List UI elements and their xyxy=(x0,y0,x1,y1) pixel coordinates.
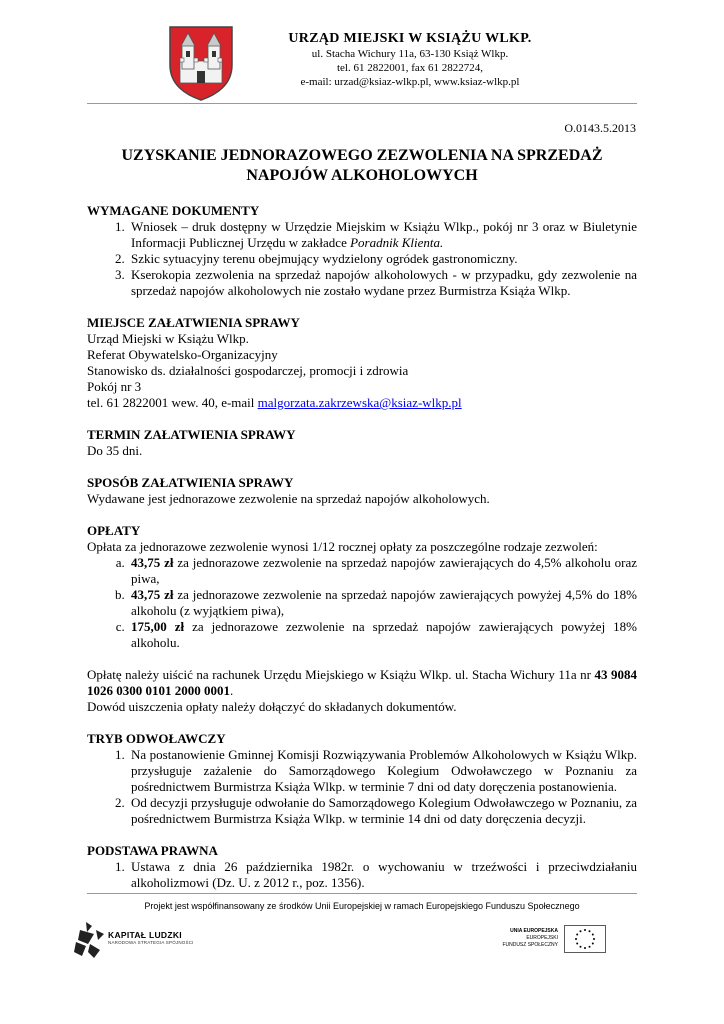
header-divider xyxy=(87,103,637,104)
list-item xyxy=(128,555,637,587)
payment-text: Opłatę należy uiścić na rachunek Urzędu Miejskiego w Książu Wlkp. ul. Stacha Wichury 11a nr xyxy=(87,667,595,682)
fees-list xyxy=(87,555,637,651)
fee-text: za jednorazowe zezwolenie na sprzedaż napojów zawierających powyżej 4,5% do 18% alkoholu (z wyjątkiem piwa), xyxy=(131,587,637,618)
office-header xyxy=(240,30,580,89)
section-heading: WYMAGANE DOKUMENTY xyxy=(87,203,260,218)
poradnik-klienta-text: Poradnik Klienta. xyxy=(350,235,444,250)
kl-subtitle: NARODOWA STRATEGIA SPÓJNOŚCI xyxy=(108,940,194,945)
place-line: Pokój nr 3 xyxy=(87,379,142,394)
list-item: 1. Ustawa z dnia 26 października 1982r. o wychowaniu w trzeźwości i przeciwdziałaniu alkoholizmowi (Dz. U. z 2012 r., poz. 1356). xyxy=(128,859,637,891)
fee-amount: 175,00 zł xyxy=(131,619,185,634)
list-item: 2. Od decyzji przysługuje odwołanie do Samorządowego Kolegium Odwoławczego w Poznaniu, za pośrednictwem Burmistrza Książa Wlkp. w terminie 14 dni od daty doręczenia decyzji. xyxy=(128,795,637,827)
section-heading: MIEJSCE ZAŁATWIENIA SPRAWY xyxy=(87,315,300,330)
eu-flag-icon xyxy=(564,925,606,953)
section-deadline xyxy=(87,427,637,459)
city-coat-of-arms-icon xyxy=(168,25,234,101)
eu-line-1: UNIA EUROPEJSKA xyxy=(510,928,558,934)
place-line: Urząd Miejski w Książu Wlkp. xyxy=(87,331,249,346)
section-heading: TERMIN ZAŁATWIENIA SPRAWY xyxy=(87,427,296,442)
list-item: 2. Szkic sytuacyjny terenu obejmujący wydzielony ogródek gastronomiczny. xyxy=(128,251,637,267)
fee-amount: 43,75 zł xyxy=(131,587,174,602)
place-contact xyxy=(87,395,637,411)
office-name: URZĄD MIEJSKI W KSIĄŻU WLKP. xyxy=(288,31,532,46)
office-phone: tel. 61 2822001, fax 61 2822724, xyxy=(336,62,484,74)
section-fees xyxy=(87,523,637,715)
section-heading: OPŁATY xyxy=(87,523,141,538)
list-item xyxy=(128,587,637,619)
method-text: Wydawane jest jednorazowe zezwolenie na sprzedaż napojów alkoholowych. xyxy=(87,491,490,506)
office-email: e-mail: urzad@ksiaz-wlkp.pl, www.ksiaz-wlkp.pl xyxy=(300,76,520,88)
office-address: ul. Stacha Wichury 11a, 63-130 Książ Wlkp. xyxy=(311,48,509,60)
documents-list xyxy=(87,219,637,299)
list-item-text: Wniosek – druk dostępny w Urzędzie Miejskim w Książu Wlkp., pokój nr 3 oraz w Biuletynie Informacji Publicznej Urzędu w zakładce xyxy=(131,219,637,250)
fee-text: za jednorazowe zezwolenie na sprzedaż napojów zawierających do 4,5% alkoholu oraz piwa, xyxy=(131,555,637,586)
payment-suffix: . xyxy=(230,683,234,698)
section-documents xyxy=(87,203,637,299)
fee-text: za jednorazowe zezwolenie na sprzedaż napojów zawierających powyżej 18% alkoholu. xyxy=(131,619,637,650)
fees-intro: Opłata za jednorazowe zezwolenie wynosi 1/12 rocznej opłaty za poszczególne rodzaje zezwoleń: xyxy=(87,539,598,554)
payment-info xyxy=(87,667,637,699)
list-item: 1. Na postanowienie Gminnej Komisji Rozwiązywania Problemów Alkoholowych w Książu Wlkp. przysługuje zażalenie do Samorządowego Kolegium Odwoławczego w Poznaniu za pośrednictwem Burmistrza Książa Wlkp. w terminie 7 dni od daty doręczenia postanowienia. xyxy=(128,747,637,795)
place-line: Referat Obywatelsko-Organizacyjny xyxy=(87,347,278,362)
fee-amount: 43,75 zł xyxy=(131,555,174,570)
footer-divider xyxy=(87,893,637,894)
bank-account-number: 43 9084 1026 0300 0101 2000 0001 xyxy=(87,667,638,698)
list-item: 3. Kserokopia zezwolenia na sprzedaż napojów alkoholowych - w przypadku, gdy zezwolenie na sprzedaż napojów alkoholowych nie zostało wydane przez Burmistrza Książa Wlkp. xyxy=(128,267,637,299)
deadline-text: Do 35 dni. xyxy=(87,443,143,458)
section-heading: PODSTAWA PRAWNA xyxy=(87,843,218,858)
list-item xyxy=(128,619,637,651)
section-heading: TRYB ODWOŁAWCZY xyxy=(87,731,226,746)
reference-number: O.0143.5.2013 xyxy=(564,121,636,135)
funding-note: Projekt jest współfinansowany ze środków Unii Europejskiej w ramach Europejskiego Funduszu Społecznego xyxy=(144,901,580,911)
section-place xyxy=(87,315,637,411)
list-item xyxy=(128,219,637,251)
section-method xyxy=(87,475,637,507)
section-appeal xyxy=(87,731,637,827)
eu-line-2: EUROPEJSKI xyxy=(526,935,558,941)
section-heading: SPOSÓB ZAŁATWIENIA SPRAWY xyxy=(87,475,294,490)
document-body xyxy=(87,203,637,907)
email-link[interactable]: malgorzata.zakrzewska@ksiaz-wlkp.pl xyxy=(257,395,462,410)
legal-list xyxy=(87,859,637,891)
kapital-ludzki-text xyxy=(108,930,194,945)
appeal-list xyxy=(87,747,637,827)
eu-text xyxy=(502,928,558,949)
title-line-2: NAPOJÓW ALKOHOLOWYCH xyxy=(246,167,478,184)
eu-line-3: FUNDUSZ SPOŁECZNY xyxy=(502,942,558,948)
title-line-1: UZYSKANIE JEDNORAZOWEGO ZEZWOLENIA NA SPRZEDAŻ xyxy=(121,147,603,164)
document-title xyxy=(87,146,637,186)
place-line: Stanowisko ds. działalności gospodarczej, promocji i zdrowia xyxy=(87,363,409,378)
contact-prefix: tel. 61 2822001 wew. 40, e-mail xyxy=(87,395,258,410)
payment-proof: Dowód uiszczenia opłaty należy dołączyć do składanych dokumentów. xyxy=(87,699,457,714)
section-legal xyxy=(87,843,637,891)
kl-name: KAPITAŁ LUDZKI xyxy=(108,930,182,940)
